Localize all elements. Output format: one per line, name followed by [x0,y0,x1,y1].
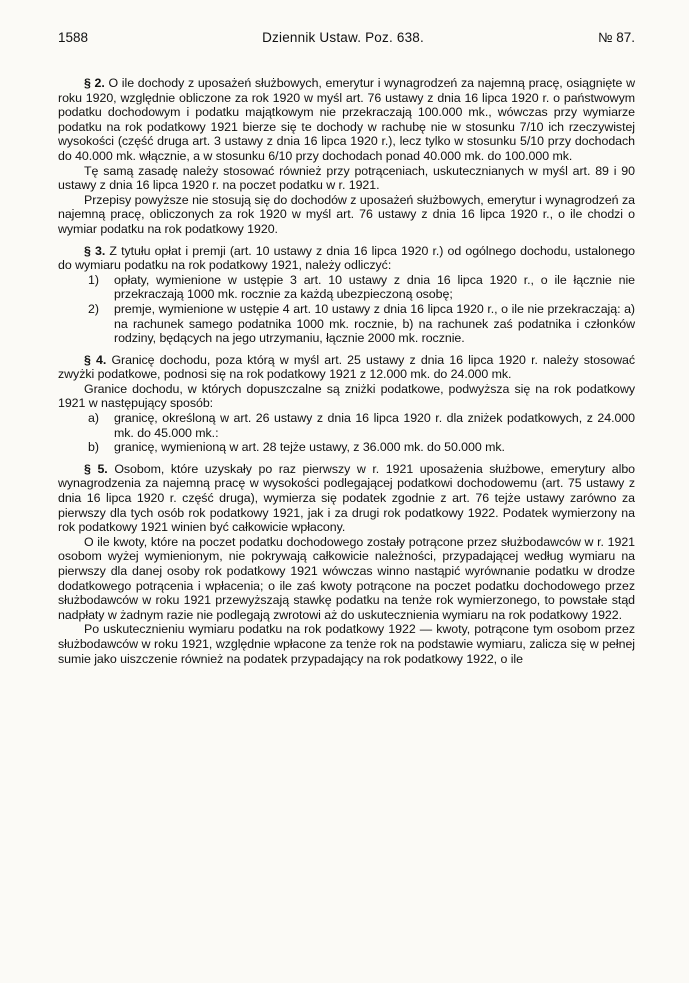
issue-number: № 87. [598,30,635,45]
item-text: premje, wymienione w ustępie 4 art. 10 ustawy z dnia 16 lipca 1920 r., o ile nie przekraczają: a) na rachunek samego podatnika 1000 mk. rocznie, b) na rachunek zaś podatnika i członków rodziny, będących na jego utrzymaniu, łącznie 2000 mk. rocznie. [114,301,635,346]
item-text: granicę, wymienioną w art. 28 tejże ustawy, z 36.000 mk. do 50.000 mk. [114,440,505,455]
page-header [58,30,635,52]
section-4-paragraph-1 [58,353,635,382]
section-2-paragraph-3: Przepisy powyższe nie stosują się do dochodów z uposażeń służbowych, emerytur i wynagrodzeń za najemną pracę, obliczonych za rok 1920 w myśl art. 76 ustawy z dnia 16 lipca 1920 r., o ile chodzi o wymiar podatku na rok podatkowy 1920. [58,192,635,236]
section-3-item [88,273,635,302]
section-4-item [88,411,635,440]
section-5-text-1: Osobom, które uzyskały po raz pierwszy w r. 1921 uposażenia służbowe, emerytury albo wynagrodzenia za najemną pracę w wysokości podlegającej podatkowi dochodowemu (art. 75 ustawy z dnia 16 lipca 1920 r. część druga), wymierza się podatek zgodnie z art. 76 tejże ustawy zarówno za pierwszy dla tych osób rok podatkowy 1921, jak i za drugi rok podatkowy 1922. Podatek wymierzony na rok podatkowy 1921 winien być całkowicie wpłacony. [58,461,636,535]
section-3-paragraph-1 [58,244,635,273]
section-5-mark: § 5. [84,461,108,476]
section-4-item [88,440,635,455]
section-4-text-1: Granicę dochodu, poza którą w myśl art. 25 ustawy z dnia 16 lipca 1920 r. należy stosować zwyżki podatkowe, podnosi się na rok podatkowy 1921 z 12.000 mk. do 24.000 mk. [58,352,635,382]
item-number: 1) [88,272,99,287]
section-3-text-1: Z tytułu opłat i premji (art. 10 ustawy z dnia 16 lipca 1920 r.) od ogólnego dochodu, ustalonego do wymiaru podatku na rok podatkowy 1921, należy odliczyć: [58,243,635,273]
section-5-paragraph-2: O ile kwoty, które na poczet podatku dochodowego zostały potrącone przez służbodawców w r. 1921 osobom wyżej wymienionym, nie pokrywają całkowicie należności, przypadającej według wymiaru na pierwszy dla danej osoby rok podatkowy 1921 wówczas winno nastąpić wyrównanie podatku w drodze dodatkowego potrącenia i wpłacenia; o ile zaś kwoty potrącone na poczet podatku dochodowego przez służbodawców w roku 1921 przewyższają stawkę podatku na tenże rok wymierzonego, to powstałe stąd nadpłaty w żadnym razie nie podlegają zwrotowi aż do uskutecznienia wymiaru na rok podatkowy 1922. [58,534,635,622]
section-2-mark: § 2. [84,76,105,90]
journal-title: Dziennik Ustaw. Poz. 638. [262,30,424,45]
item-number: a) [88,411,99,426]
item-number: 2) [88,301,99,316]
section-4-paragraph-2: Granice dochodu, w których dopuszczalne są zniżki podatkowe, podwyższa się na rok podatkowy 1921 w następujący sposób: [58,381,635,411]
section-3-item [88,302,635,346]
item-text: opłaty, wymienione w ustępie 3 art. 10 ustawy z dnia 16 lipca 1920 r., o ile łącznie nie przekraczają 1000 mk. rocznie za każdą ubezpieczoną osobę; [114,272,635,302]
section-5-paragraph-3: Po uskutecznieniu wymiaru podatku na rok podatkowy 1922 — kwoty, potrącone tym osobom przez służbodawców w roku 1921, względnie wpłacone za tenże rok na podstawie wymiaru, zalicza się w pełnej sumie jako uiszczenie również na podatek przypadający na rok podatkowy 1922, o ile [58,622,635,666]
section-3-mark: § 3. [84,243,106,258]
item-text: granicę, określoną w art. 26 ustawy z dnia 16 lipca 1920 r. dla zniżek podatkowych, z 24.000 mk. do 45.000 mk.: [114,411,635,440]
document-body [58,76,635,666]
section-2-paragraph-1 [58,76,635,164]
item-number: b) [88,440,99,455]
section-2-paragraph-2: Tę samą zasadę należy stosować również przy potrąceniach, uskutecznianych w myśl art. 89 i 90 ustawy z dnia 16 lipca 1920 r. na poczet podatku w r. 1921. [58,163,635,193]
section-2-text-1: O ile dochody z uposażeń służbowych, emerytur i wynagrodzeń za najemną pracę, osiągnięte w roku 1920, względnie obliczone za rok 1920 w myśl art. 76 ustawy z dnia 16 lipca 1920 r. o państwowym podatku dochodowym i podatku majątkowym nie przekraczają 100.000 mk., wówczas przy wymiarze podatku na rok podatkowy 1921 bierze się te dochody w rachubę nie w stosunku 7/10 ich rzeczywistej wysokości (część druga art. 3 ustawy z dnia 16 lipca 1920 r.), lecz tylko w stosunku 5/10 przy dochodach do 40.000 mk. włącznie, a w stosunku 6/10 przy dochodach ponad 40.000 mk. do 100.000 mk. [58,76,636,163]
page-number: 1588 [58,30,89,45]
section-4-mark: § 4. [84,352,107,367]
section-5-paragraph-1 [58,462,635,535]
